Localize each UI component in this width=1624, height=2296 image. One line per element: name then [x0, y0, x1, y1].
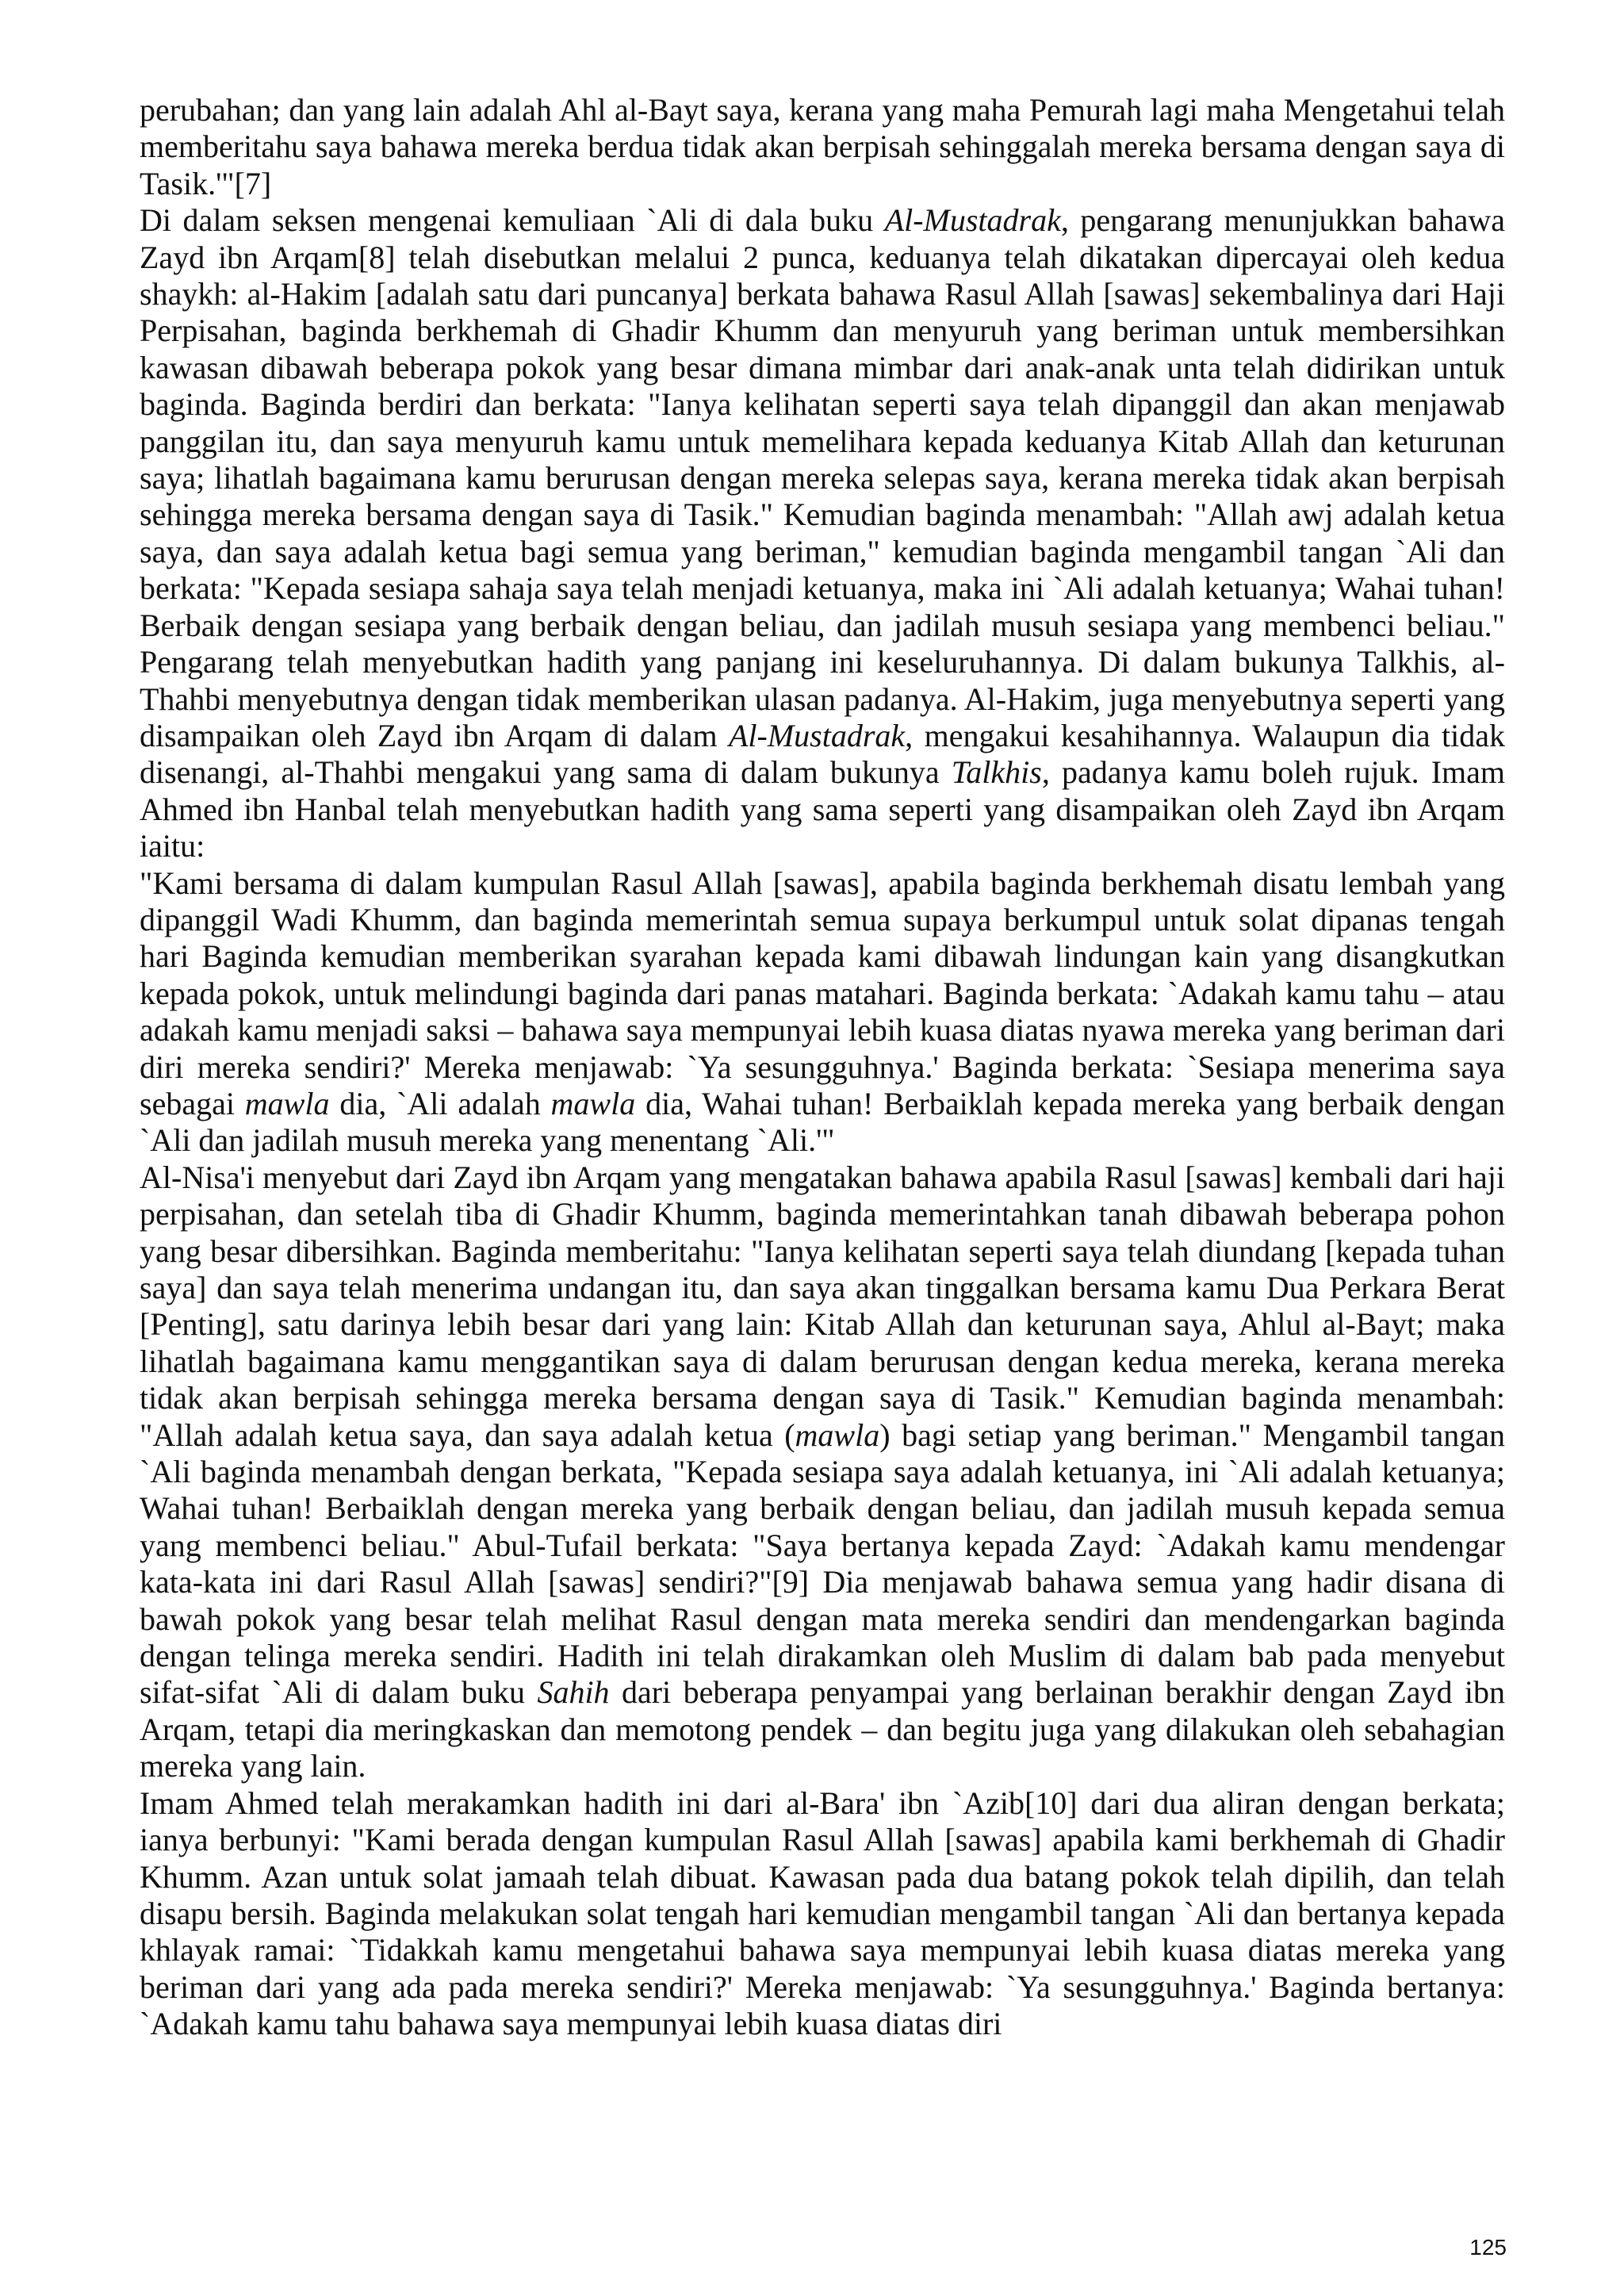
page-number: 125 [1469, 2235, 1507, 2260]
paragraph-5 [140, 1785, 1505, 2043]
text-run: dia, `Ali adalah [329, 1085, 551, 1121]
paragraph-3 [140, 865, 1505, 1159]
text-run: dia, Wahai tuhan! Berbaiklah kepada mereka yang berbaik dengan `Ali dan jadilah musuh mereka yang menentang `Ali.'" [140, 1085, 1505, 1159]
italic-term: Al-Mustadrak [884, 202, 1061, 239]
text-run: dari beberapa penyampai yang berlainan berakhir dengan Zayd ibn Arqam, tetapi dia meringkaskan dan memotong pendek – dan begitu juga yang dilakukan oleh sebahagian mereka yang lain. [140, 1674, 1505, 1784]
text-run: Imam Ahmed telah merakamkan hadith ini dari al-Bara' ibn `Azib[10] dari dua aliran dengan berkata; ianya berbunyi: "Kami berada dengan kumpulan Rasul Allah [sawas] apabila kami berkhemah di Ghadir Khumm. Azan untuk solat jamaah telah dibuat. Kawasan pada dua batang pokok telah dipilih, dan telah disapu bersih. Baginda melakukan solat tengah hari kemudian mengambil tangan `Ali dan bertanya kepada khlayak ramai: `Tidakkah kamu mengetahui bahawa saya mempunyai lebih kuasa diatas mereka yang beriman dari yang ada pada mereka sendiri?' Mereka menjawab: `Ya sesungguhnya.' Baginda bertanya: `Adakah kamu tahu bahawa saya mempunyai lebih kuasa diatas diri [140, 1784, 1505, 2042]
paragraph-1 [140, 92, 1505, 202]
document-body [140, 92, 1505, 2043]
text-run: Di dalam seksen mengenai kemuliaan `Ali di dala buku [140, 202, 885, 239]
paragraph-2 [140, 202, 1505, 864]
text-run: , mengakui kesahihannya. Walaupun dia tidak disenangi, al-Thahbi mengakui yang sama di dalam bukunya [140, 717, 1505, 791]
text-run: ) bagi setiap yang beriman." Mengambil tangan `Ali baginda menambah dengan berkata, "Kepada sesiapa saya adalah ketuanya, ini `Ali adalah ketuanya; Wahai tuhan! Berbaiklah dengan mereka yang berbaik dengan beliau, dan jadilah musuh kepada semua yang membenci beliau." Abul-Tufail berkata: "Saya bertanya kepada Zayd: `Adakah kamu mendengar kata-kata ini dari Rasul Allah [sawas] sendiri?"[9] Dia menjawab bahawa semua yang hadir disana di bawah pokok yang besar telah melihat Rasul dengan mata mereka sendiri dan mendengarkan baginda dengan telinga mereka sendiri. Hadith ini telah dirakamkan oleh Muslim di dalam bab pada menyebut sifat-sifat `Ali di dalam buku [140, 1416, 1505, 1711]
text-run: , padanya kamu boleh rujuk. Imam Ahmed ibn Hanbal telah menyebutkan hadith yang sama seperti yang disampaikan oleh Zayd ibn Arqam iaitu: [140, 754, 1505, 864]
text-run: perubahan; dan yang lain adalah Ahl al-Bayt saya, kerana yang maha Pemurah lagi maha Mengetahui telah memberitahu saya bahawa mereka berdua tidak akan berpisah sehinggalah mereka bersama dengan saya di Tasik.'"[7] [140, 92, 1505, 201]
italic-term: mawla [795, 1416, 880, 1453]
text-run: , pengarang menunjukkan bahawa Zayd ibn Arqam[8] telah disebutkan melalui 2 punca, keduanya telah dikatakan dipercayai oleh kedua shaykh: al-Hakim [adalah satu dari puncanya] berkata bahawa Rasul Allah [sawas] sekembalinya dari Haji Perpisahan, baginda berkhemah di Ghadir Khumm dan menyuruh yang beriman untuk membersihkan kawasan dibawah beberapa pokok yang besar dimana mimbar dari anak-anak unta telah didirikan untuk baginda. Baginda berdiri dan berkata: "Ianya kelihatan seperti saya telah dipanggil dan akan menjawab panggilan itu, dan saya menyuruh kamu untuk memelihara kepada keduanya Kitab Allah dan keturunan saya; lihatlah bagaimana kamu berurusan dengan mereka selepas saya, kerana mereka tidak akan berpisah sehingga mereka bersama dengan saya di Tasik." Kemudian baginda menambah: "Allah awj adalah ketua saya, dan saya adalah ketua bagi semua yang beriman," kemudian baginda mengambil tangan `Ali dan berkata: "Kepada sesiapa sahaja saya telah menjadi ketuanya, maka ini `Ali adalah ketuanya; Wahai tuhan! Berbaik dengan sesiapa yang berbaik dengan beliau, dan jadilah musuh sesiapa yang membenci beliau." Pengarang telah menyebutkan hadith yang panjang ini keseluruhannya. Di dalam bukunya Talkhis, al-Thahbi menyebutnya dengan tidak memberikan ulasan padanya. Al-Hakim, juga menyebutnya seperti yang disampaikan oleh Zayd ibn Arqam di dalam [140, 202, 1505, 753]
italic-term: mawla [244, 1085, 330, 1121]
text-run: "Kami bersama di dalam kumpulan Rasul Allah [sawas], apabila baginda berkhemah disatu lembah yang dipanggil Wadi Khumm, dan baginda memerintah semua supaya berkumpul untuk solat dipanas tengah hari Baginda kemudian memberikan syarahan kepada kami dibawah lindungan kain yang disangkutkan kepada pokok, untuk melindungi baginda dari panas matahari. Baginda berkata: `Adakah kamu tahu – atau adakah kamu menjadi saksi – bahawa saya mempunyai lebih kuasa diatas nyawa mereka yang beriman dari diri mereka sendiri?' Mereka menjawab: `Ya sesungguhnya.' Baginda berkata: `Sesiapa menerima saya sebagai [140, 864, 1505, 1121]
italic-term: Sahih [537, 1674, 610, 1711]
text-run: Al-Nisa'i menyebut dari Zayd ibn Arqam yang mengatakan bahawa apabila Rasul [sawas] kembali dari haji perpisahan, dan setelah tiba di Ghadir Khumm, baginda memerintahkan tanah dibawah beberapa pohon yang besar dibersihkan. Baginda memberitahu: "Ianya kelihatan seperti saya telah diundang [kepada tuhan saya] dan saya telah menerima undangan itu, dan saya akan tinggalkan bersama kamu Dua Perkara Berat [Penting], satu darinya lebih besar dari yang lain: Kitab Allah dan keturunan saya, Ahlul al-Bayt; maka lihatlah bagaimana kamu menggantikan saya di dalam berurusan dengan kedua mereka, kerana mereka tidak akan berpisah sehingga mereka bersama dengan saya di Tasik." Kemudian baginda menambah: "Allah adalah ketua saya, dan saya adalah ketua ( [140, 1159, 1505, 1453]
italic-term: mawla [550, 1085, 636, 1121]
paragraph-4 [140, 1159, 1505, 1785]
italic-term: Talkhis [951, 754, 1042, 791]
italic-term: Al-Mustadrak [728, 717, 906, 753]
